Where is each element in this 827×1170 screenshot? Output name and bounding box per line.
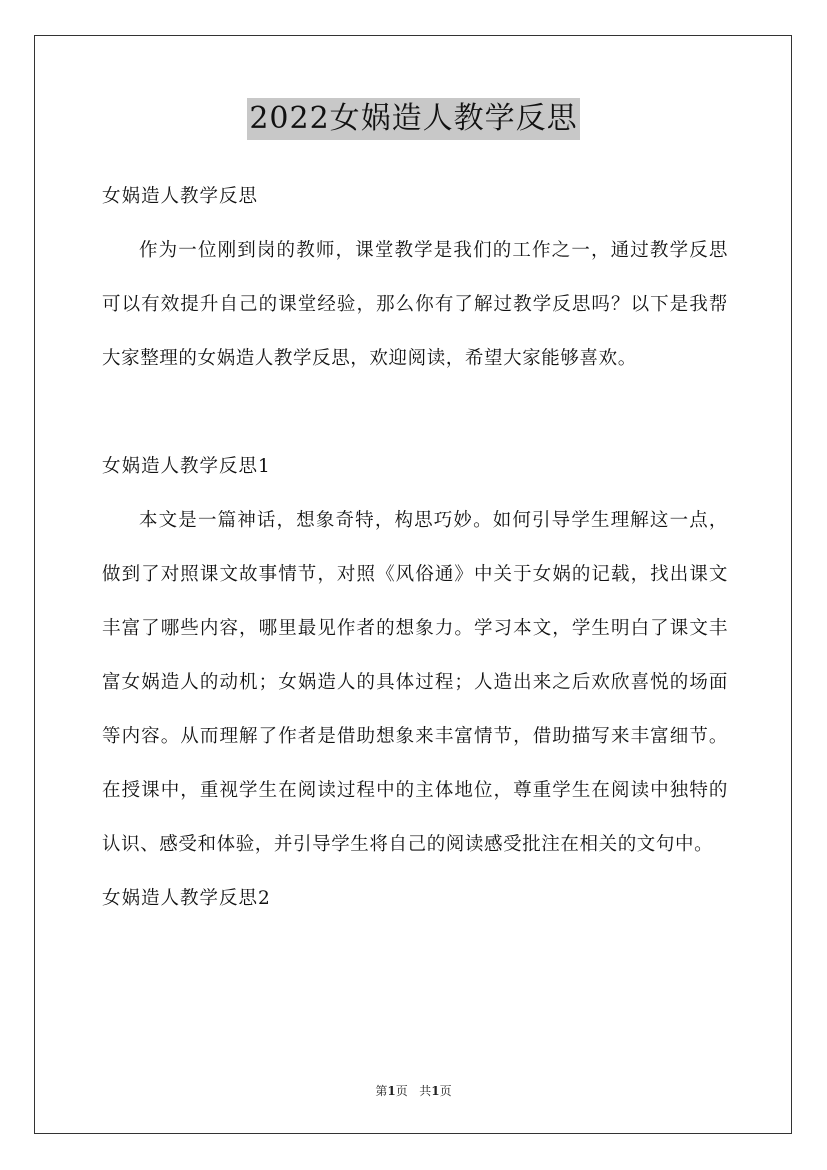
footer-page-suffix: 页: [395, 1084, 408, 1098]
document-body: [102, 170, 728, 926]
document-title: 2022女娲造人教学反思: [247, 98, 579, 140]
footer-total-suffix: 页: [439, 1084, 452, 1098]
page-footer: [0, 1081, 827, 1101]
spacer: [102, 386, 728, 440]
intro-paragraph: 作为一位刚到岗的教师，课堂教学是我们的工作之一，通过教学反思可以有效提升自己的课堂经验，那么你有了解过教学反思吗？以下是我帮大家整理的女娲造人教学反思，欢迎阅读，希望大家能够喜欢。: [102, 240, 728, 369]
footer-page-current: 1: [387, 1084, 396, 1098]
footer-page-total: 1: [431, 1084, 440, 1098]
footer-total-prefix: 共: [419, 1084, 432, 1098]
title-wrap: [0, 98, 827, 140]
footer-page-prefix: 第: [375, 1084, 388, 1098]
section-body-1: 本文是一篇神话，想象奇特，构思巧妙。如何引导学生理解这一点，做到了对照课文故事情节，对照《风俗通》中关于女娲的记载，找出课文丰富了哪些内容，哪里最见作者的想象力。学习本文，学生明白了课文丰富女娲造人的动机；女娲造人的具体过程；人造出来之后欢欣喜悦的场面等内容。从而理解了作者是借助想象来丰富情节，借助描写来丰富细节。在授课中，重视学生在阅读过程中的主体地位，尊重学生在阅读中独特的认识、感受和体验，并引导学生将自己的阅读感受批注在相关的文句中。: [102, 510, 728, 855]
section-heading-2: 女娲造人教学反思2: [102, 888, 271, 909]
section-heading-1: 女娲造人教学反思1: [102, 456, 271, 477]
subtitle: 女娲造人教学反思: [102, 186, 259, 207]
